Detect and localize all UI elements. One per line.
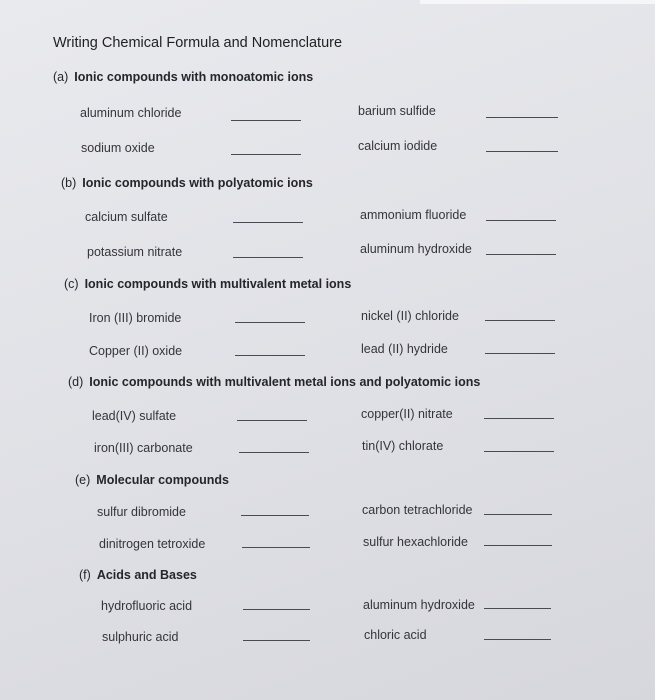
answer-blank[interactable] — [484, 514, 552, 515]
answer-blank[interactable] — [486, 220, 556, 221]
item-label: Iron (III) bromide — [89, 311, 182, 325]
item-label: calcium iodide — [358, 139, 438, 153]
answer-blank[interactable] — [486, 117, 558, 118]
answer-blank[interactable] — [233, 222, 303, 223]
section-b-heading — [61, 176, 313, 190]
section-title: Acids and Bases — [96, 568, 197, 582]
answer-blank[interactable] — [484, 639, 551, 640]
page-edge — [420, 0, 655, 4]
answer-blank[interactable] — [241, 515, 309, 516]
answer-blank[interactable] — [486, 254, 556, 255]
answer-blank[interactable] — [243, 640, 310, 641]
answer-blank[interactable] — [235, 322, 305, 323]
answer-blank[interactable] — [243, 609, 310, 610]
item-label: calcium sulfate — [85, 210, 168, 224]
section-title: Molecular compounds — [96, 473, 229, 487]
section-title: Ionic compounds with monoatomic ions — [74, 70, 314, 84]
section-a-heading — [53, 70, 313, 84]
item-label: sulphuric acid — [102, 630, 179, 644]
answer-blank[interactable] — [235, 355, 305, 356]
answer-blank[interactable] — [484, 545, 552, 546]
answer-blank[interactable] — [233, 257, 303, 258]
answer-blank[interactable] — [239, 452, 309, 453]
item-label: potassium nitrate — [87, 245, 183, 259]
answer-blank[interactable] — [485, 353, 555, 354]
answer-blank[interactable] — [486, 151, 558, 152]
item-label: barium sulfide — [358, 104, 436, 118]
answer-blank[interactable] — [242, 547, 310, 548]
item-label: ammonium fluoride — [360, 208, 467, 222]
item-label: aluminum hydroxide — [360, 242, 472, 256]
section-letter: (b) — [61, 176, 77, 190]
section-title: Ionic compounds with polyatomic ions — [82, 176, 313, 190]
answer-blank[interactable] — [231, 154, 301, 155]
item-label: carbon tetrachloride — [362, 503, 473, 517]
section-e-heading — [75, 473, 229, 487]
answer-blank[interactable] — [485, 320, 555, 321]
item-label: tin(IV) chlorate — [362, 439, 444, 453]
item-label: aluminum chloride — [80, 106, 182, 120]
section-letter: (d) — [68, 375, 84, 389]
answer-blank[interactable] — [237, 420, 307, 421]
answer-blank[interactable] — [484, 608, 551, 609]
item-label: copper(II) nitrate — [361, 407, 453, 421]
section-title: Ionic compounds with multivalent metal ions — [84, 277, 352, 291]
section-f-heading — [79, 568, 197, 582]
item-label: nickel (II) chloride — [361, 309, 459, 323]
section-title: Ionic compounds with multivalent metal ions and polyatomic ions — [89, 375, 481, 389]
item-label: sulfur dibromide — [97, 505, 186, 519]
item-label: iron(III) carbonate — [94, 441, 193, 455]
item-label: chloric acid — [364, 628, 427, 642]
item-label: Copper (II) oxide — [89, 344, 183, 358]
item-label: dinitrogen tetroxide — [99, 537, 206, 551]
page-title: Writing Chemical Formula and Nomenclature — [53, 35, 343, 51]
item-label: lead (II) hydride — [361, 342, 448, 356]
item-label: sulfur hexachloride — [363, 535, 468, 549]
item-label: lead(IV) sulfate — [92, 409, 177, 423]
section-d-heading — [68, 375, 480, 389]
section-c-heading — [64, 277, 351, 291]
answer-blank[interactable] — [484, 451, 554, 452]
item-label: sodium oxide — [81, 141, 155, 155]
section-letter: (c) — [64, 277, 79, 291]
item-label: hydrofluoric acid — [101, 599, 193, 613]
section-letter: (e) — [75, 473, 91, 487]
section-letter: (f) — [79, 568, 91, 582]
item-label: aluminum hydroxide — [363, 598, 475, 612]
answer-blank[interactable] — [231, 120, 301, 121]
answer-blank[interactable] — [484, 418, 554, 419]
section-letter: (a) — [53, 70, 69, 84]
